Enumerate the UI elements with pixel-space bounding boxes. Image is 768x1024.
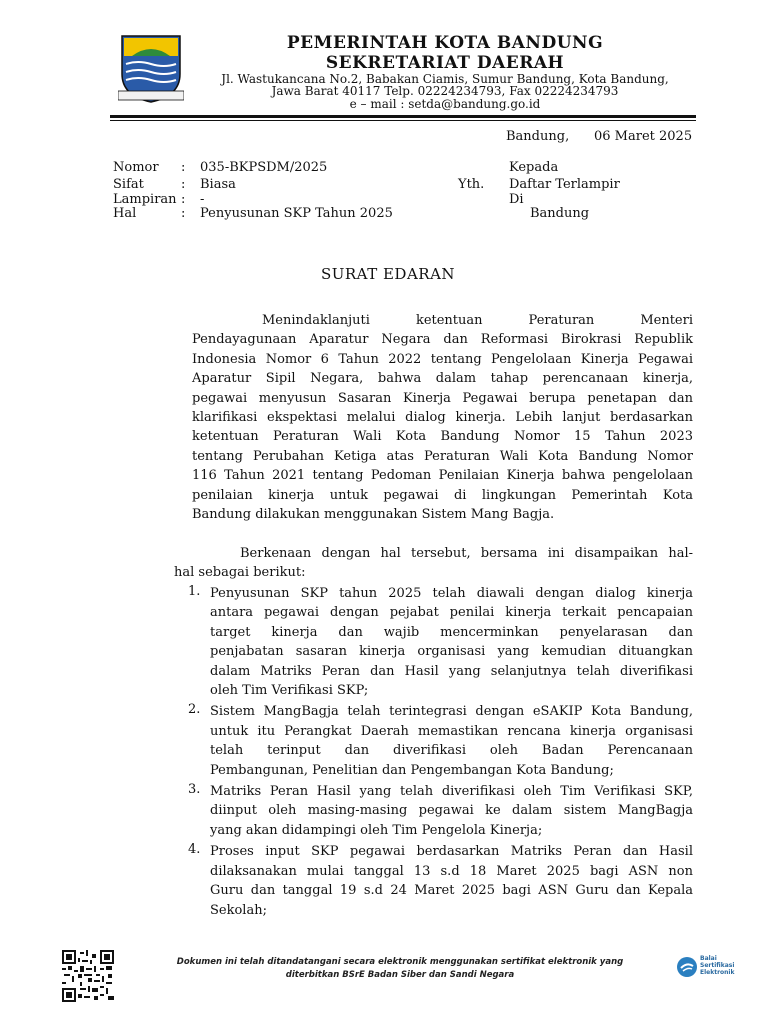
text-line: dilaksanakan mulai tanggal 13 s.d 18 Maret 2025 bagi ASN non bbox=[210, 863, 693, 879]
bsre-label-line-1: Balai bbox=[700, 955, 717, 962]
text-line: Pendayagunaan Aparatur Negara dan Reformasi Birokrasi Republik bbox=[192, 332, 693, 348]
qr-code-icon bbox=[62, 950, 114, 1002]
list-item-text bbox=[210, 782, 693, 840]
paragraph-2 bbox=[174, 544, 693, 583]
lampiran-label: Lampiran bbox=[113, 192, 177, 207]
date-place: Bandung, bbox=[506, 129, 570, 144]
text-line: Sekolah; bbox=[210, 902, 267, 918]
text-line: hal sebagai berikut: bbox=[174, 565, 306, 581]
lampiran-value: - bbox=[200, 192, 205, 207]
text-line: dalam Matriks Peran dan Hasil yang selanjutnya telah diverifikasi bbox=[210, 663, 693, 679]
list-item-number: 2. bbox=[188, 702, 201, 718]
sifat-colon: : bbox=[181, 177, 186, 192]
recipient-name: Daftar Terlampir bbox=[509, 177, 620, 192]
letterhead-divider-thick bbox=[110, 115, 696, 118]
hal-label: Hal bbox=[113, 206, 137, 221]
instruction-list bbox=[186, 584, 693, 922]
list-item bbox=[186, 842, 693, 920]
e-signature-note-line-2: diterbitkan BSrE Badan Siber dan Sandi Negara bbox=[285, 970, 515, 980]
bsre-logo-icon bbox=[676, 956, 698, 978]
letterhead-address-2: Jawa Barat 40117 Telp. 02224234793, Fax 02224234793 bbox=[271, 84, 619, 98]
list-item-text bbox=[210, 702, 693, 780]
list-item bbox=[186, 702, 693, 780]
letterhead-divider-thin bbox=[110, 120, 696, 121]
text-line: Matriks Peran Hasil yang telah diverifikasi oleh Tim Verifikasi SKP, bbox=[210, 784, 693, 800]
list-item-number: 3. bbox=[188, 782, 201, 798]
recipient-yth: Yth. bbox=[458, 177, 485, 192]
lampiran-colon: : bbox=[181, 192, 186, 207]
text-line: Pembangunan, Penelitian dan Pengembangan Kota Bandung; bbox=[210, 762, 614, 778]
text-line: Proses input SKP pegawai berdasarkan Matriks Peran dan Hasil bbox=[210, 844, 693, 860]
hal-value: Penyusunan SKP Tahun 2025 bbox=[200, 206, 393, 221]
list-item-text bbox=[210, 842, 693, 920]
recipient-kepada: Kepada bbox=[509, 160, 559, 175]
text-line: 116 Tahun 2021 tentang Pedoman Penilaian Kinerja bahwa pengelolaan bbox=[192, 468, 693, 484]
bsre-label-line-3: Elektronik bbox=[700, 969, 735, 976]
text-line: Penyusunan SKP tahun 2025 telah diawali dengan dialog kinerja bbox=[210, 586, 693, 601]
text-line: untuk itu Perangkat Daerah memastikan rencana kinerja organisasi bbox=[210, 723, 693, 739]
list-item-number: 4. bbox=[188, 842, 201, 858]
text-line: penilaian kinerja untuk pegawai di lingkungan Pemerintah Kota bbox=[192, 487, 693, 503]
text-line: tentang Perubahan Ketiga atas Peraturan Wali Kota Bandung Nomor bbox=[192, 448, 693, 464]
recipient-di: Di bbox=[509, 192, 524, 207]
text-line: pegawai menyusun Sasaran Kinerja Pegawai berupa penetapan dan bbox=[192, 390, 693, 406]
recipient-city: Bandung bbox=[530, 206, 590, 221]
list-item-text bbox=[210, 584, 693, 700]
hal-colon: : bbox=[181, 206, 186, 221]
paragraph-1 bbox=[192, 311, 693, 524]
nomor-colon: : bbox=[181, 160, 186, 175]
text-line: target kinerja dan wajib mencerminkan penyelarasan dan bbox=[210, 624, 693, 640]
text-line: klarifikasi ekspektasi melalui dialog kinerja. Lebih lanjut berdasarkan bbox=[192, 410, 693, 426]
text-line: oleh Tim Verifikasi SKP; bbox=[210, 683, 369, 699]
e-signature-note bbox=[150, 956, 650, 982]
nomor-value: 035-BKPSDM/2025 bbox=[200, 160, 328, 175]
list-item-number: 1. bbox=[188, 584, 201, 599]
text-line: penjabatan sasaran kinerja organisasi yang kemudian dituangkan bbox=[210, 644, 693, 660]
text-line: Sistem MangBagja telah terintegrasi dengan eSAKIP Kota Bandung, bbox=[210, 704, 693, 720]
text-line: Bandung dilakukan menggunakan Sistem Mang Bagja. bbox=[192, 507, 555, 523]
sifat-label: Sifat bbox=[113, 177, 144, 192]
text-line: Berkenaan dengan hal tersebut, bersama ini disampaikan hal- bbox=[240, 546, 693, 561]
date-value: 06 Maret 2025 bbox=[594, 129, 693, 144]
letterhead-government: PEMERINTAH KOTA BANDUNG bbox=[286, 33, 604, 53]
sifat-value: Biasa bbox=[200, 177, 236, 192]
letterhead-office: SEKRETARIAT DAERAH bbox=[325, 53, 565, 73]
text-line: diinput oleh masing-masing pegawai ke dalam sistem MangBagja bbox=[210, 803, 693, 819]
text-line: Guru dan tanggal 19 s.d 24 Maret 2025 bagi ASN Guru dan Kepala bbox=[210, 883, 693, 899]
letterhead-email: e – mail : setda@bandung.go.id bbox=[349, 97, 541, 111]
text-line: antara pegawai dengan pejabat penilai kinerja terkait pencapaian bbox=[210, 605, 693, 621]
text-line: Menindaklanjuti ketentuan Peraturan Menteri bbox=[262, 313, 693, 328]
text-line: ketentuan Peraturan Wali Kota Bandung Nomor 15 Tahun 2023 bbox=[192, 429, 693, 445]
bsre-label-line-2: Sertifikasi bbox=[700, 962, 735, 969]
text-line: telah terinput dan diverifikasi oleh Badan Perencanaan bbox=[210, 743, 693, 759]
bsre-label bbox=[700, 955, 734, 976]
nomor-label: Nomor bbox=[113, 160, 159, 175]
letterhead-address-1: Jl. Wastukancana No.2, Babakan Ciamis, Sumur Bandung, Kota Bandung, bbox=[221, 72, 669, 86]
document-title: SURAT EDARAN bbox=[320, 265, 456, 283]
text-line: Aparatur Sipil Negara, bahwa dalam tahap perencanaan kinerja, bbox=[192, 371, 693, 387]
e-signature-note-line-1: Dokumen ini telah ditandatangani secara elektronik menggunakan sertifikat elektronik yang bbox=[176, 957, 624, 967]
text-line: Indonesia Nomor 6 Tahun 2022 tentang Pengelolaan Kinerja Pegawai bbox=[192, 351, 693, 367]
list-item bbox=[186, 584, 693, 700]
list-item bbox=[186, 782, 693, 840]
text-line: yang akan didampingi oleh Tim Pengelola Kinerja; bbox=[210, 822, 543, 838]
city-logo-icon bbox=[118, 34, 184, 104]
